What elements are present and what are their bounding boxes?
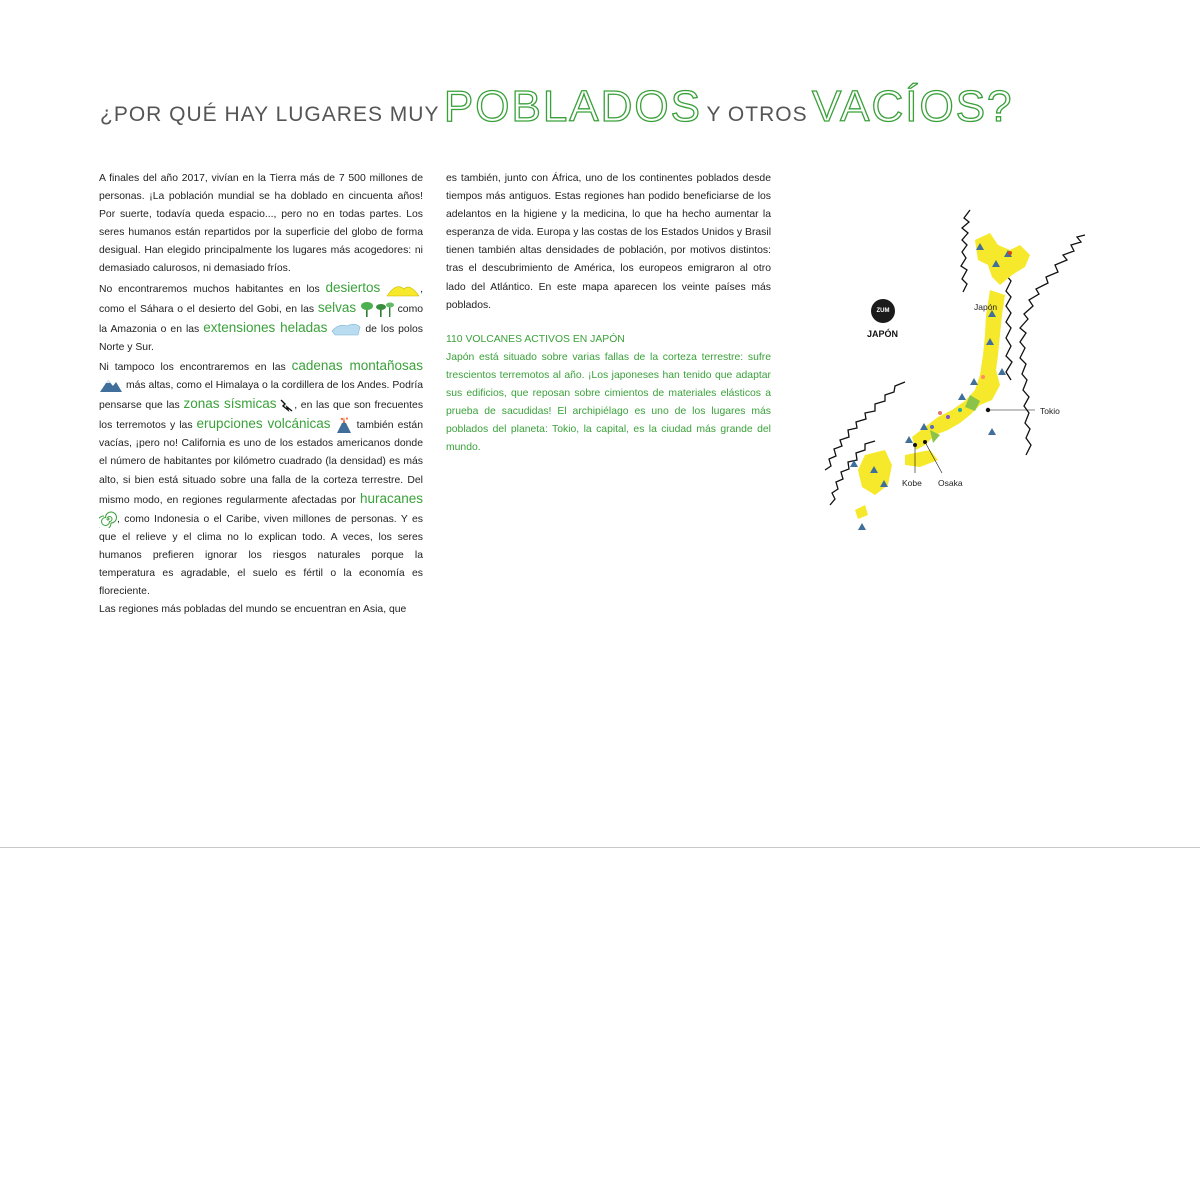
person-figure	[938, 411, 942, 415]
volcano-icon	[335, 416, 353, 434]
volcano-marker	[858, 523, 866, 530]
title-part2: Y OTROS	[706, 103, 808, 126]
title-part1: ¿POR QUÉ HAY LUGARES MUY	[100, 103, 440, 126]
volcano-marker	[905, 436, 913, 443]
map-label-japon: Japón	[974, 302, 998, 312]
map-label-osaka: Osaka	[938, 478, 963, 488]
keyword-cadenas-montanosas: cadenas montañosas	[291, 357, 423, 373]
text-span: Ni tampoco los encontraremos en las	[99, 361, 292, 373]
title-poblados: POBLADOS	[443, 82, 702, 131]
paragraph-intro: A finales del año 2017, vivían en la Tierra más de 7 500 millones de personas. ¡La población mundial se ha doblado en cincuenta años! Por suerte, todavía queda espacio..., pero no en todas partes. Los seres humanos están repartidos por la superficie del globo de forma desigual. Han elegido principalmente los lugares más acogedores: ni demasiado calurosos, ni demasiado fríos.	[99, 173, 423, 275]
paragraph-asia: Las regiones más pobladas del mundo se encuentran en Asia, que	[99, 603, 407, 615]
map-label-kobe: Kobe	[902, 478, 922, 488]
page-divider	[0, 847, 1200, 848]
jungle-icon	[360, 300, 394, 318]
person-figure	[946, 415, 950, 419]
subheading-volcanes: 110 VOLCANES ACTIVOS EN JAPÓN	[446, 333, 625, 345]
text-span: , como Indonesia o el Caribe, viven millones de personas. Y es que el relieve y el clima no lo explican todo. A veces, los seres humanos prefieren ignorar los riesgos naturales porque la temperatura es agradable, el suelo es fértil o la economía es floreciente.	[99, 513, 423, 597]
text-span: , en las que son frecuentes los terremotos y las	[99, 400, 424, 432]
text-column-middle	[446, 170, 771, 457]
person-figure	[930, 425, 934, 429]
keyword-zonas-sismicas: zonas sísmicas	[183, 396, 277, 412]
text-span: No encontraremos muchos habitantes en los	[99, 283, 326, 295]
title-vacios: VACÍOS?	[812, 82, 1014, 131]
text-span: de los polos Norte y Sur.	[99, 323, 423, 353]
person-figure	[958, 408, 962, 412]
seismic-icon	[280, 398, 294, 412]
hokkaido-island	[975, 233, 1030, 285]
shikoku-island	[905, 450, 938, 467]
paragraph-mountains	[99, 357, 423, 601]
volcano-marker	[970, 378, 978, 385]
keyword-selvas: selvas	[317, 299, 357, 315]
keyword-erupciones-volcanicas: erupciones volcánicas	[196, 416, 331, 432]
text-span: , como el Sáhara o el desierto del Gobi, en las	[99, 283, 423, 315]
volcano-marker	[958, 393, 966, 400]
person-figure	[1008, 251, 1012, 255]
person-figure	[981, 375, 985, 379]
text-span: también están vacías, ¡pero no! California es uno de los estados americanos donde el número de habitantes por kilómetro cuadrado (la densidad) es más alto, si bien está situado sobre una falla de la corteza terrestre. Del mismo modo, en regiones regularmente afectadas por	[99, 420, 423, 506]
fault-line-east	[1020, 235, 1085, 455]
japan-map	[820, 205, 1090, 545]
text-span: más altas, como el Himalaya o la cordillera de los Andes. Podría pensarse que las	[99, 380, 423, 412]
keyword-extensiones-heladas: extensiones heladas	[203, 319, 328, 335]
paragraph-japan: Japón está situado sobre varias fallas de la corteza terrestre: sufre trescientos terremotos al año. ¡Los japoneses han tenido que adaptar sus edificios, que reposan sobre cimientos de materiales elásticos a prueba de sacudidas! El archipiélago es uno de los lugares más poblados del planeta: Tokio, la capital, es la ciudad más grande del mundo.	[446, 351, 771, 454]
keyword-desiertos: desiertos	[325, 279, 381, 295]
okinawa-island	[855, 505, 868, 519]
zoom-badge-label: JAPÓN	[867, 329, 899, 339]
desert-icon	[386, 281, 420, 297]
volcano-marker	[988, 428, 996, 435]
map-label-tokio: Tokio	[1040, 406, 1060, 416]
keyword-huracanes: huracanes	[359, 490, 423, 506]
hurricane-icon	[99, 510, 117, 528]
paragraph-deserts	[99, 279, 423, 357]
paragraph-continents: es también, junto con África, uno de los continentes poblados desde tiempos más antiguos. Estas regiones han podido beneficiarse de los adelantos en la higiene y la medicina, lo que ha hecho aumentar la esperanza de vida. Europa y las costas de los Estados Unidos y Brasil tienen también altas densidades de población, por motivos distintos: tras el descubrimiento de América, los europeos emigraron al otro lado del Atlántico. En este mapa aparecen los veinte países más poblados.	[446, 173, 771, 311]
mountain-icon	[99, 377, 123, 393]
page-title	[100, 82, 1014, 132]
fault-line-north	[961, 210, 970, 292]
ice-icon	[331, 321, 361, 337]
volcano-marker	[998, 368, 1006, 375]
text-span: como la Amazonia o en las	[99, 303, 423, 335]
fault-line-middle	[1006, 265, 1012, 380]
text-column-left	[99, 170, 423, 619]
zoom-badge: ZUM	[871, 299, 895, 323]
